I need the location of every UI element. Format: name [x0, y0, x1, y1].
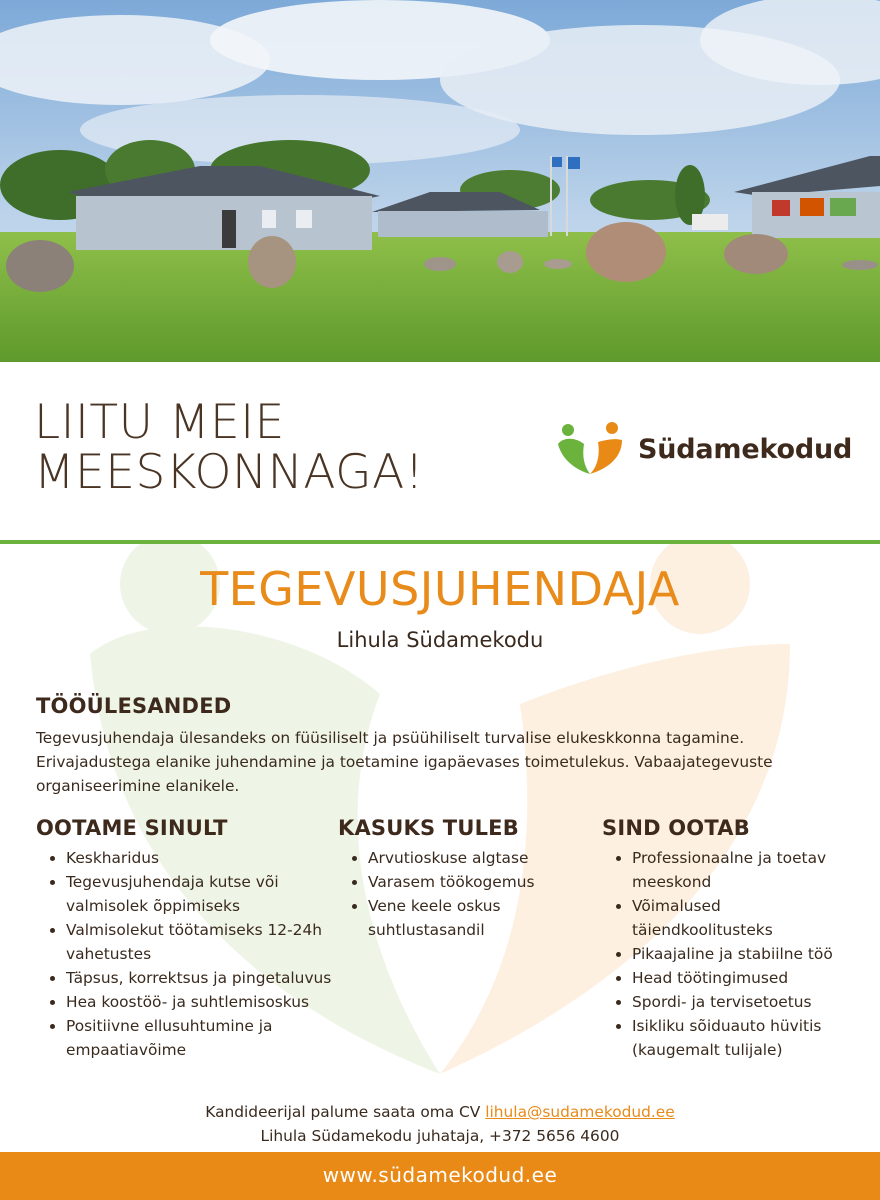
- job-location: Lihula Südamekodu: [336, 628, 544, 652]
- contact-line-1: [0, 1100, 880, 1124]
- list-item: • Valmisolekut töötamiseks 12-24h vahetustes: [66, 918, 336, 966]
- logo-text: Südamekodud: [638, 434, 853, 465]
- list-item: • Võimalused täiendkoolitusteks: [632, 894, 862, 942]
- list-item: • Keskharidus: [66, 846, 336, 870]
- website-bar: [0, 1152, 880, 1200]
- hero-photo: [0, 0, 880, 362]
- headline-line-1: LIITU MEIE: [34, 395, 285, 450]
- advantages-heading: KASUKS TULEB: [338, 816, 519, 840]
- tasks-heading: TÖÖÜLESANDED: [36, 694, 232, 718]
- tasks-section: [36, 694, 846, 798]
- advantages-column: [338, 816, 588, 942]
- list-item: • Varasem töökogemus: [368, 870, 588, 894]
- benefits-list: [602, 846, 862, 1062]
- email-link[interactable]: lihula@sudamekodud.ee: [485, 1103, 675, 1121]
- list-item: • Professionaalne ja toetav meeskond: [632, 846, 862, 894]
- list-item: • Head töötingimused: [632, 966, 862, 990]
- advantages-list: [338, 846, 588, 942]
- list-item: • Tegevusjuhendaja kutse või valmisolek õppimiseks: [66, 870, 336, 918]
- requirements-column: [36, 816, 336, 1062]
- website-link[interactable]: www.südamekodud.ee: [322, 1163, 558, 1187]
- list-item: • Arvutioskuse algtase: [368, 846, 588, 870]
- contact-info: [0, 1100, 880, 1148]
- tasks-text: Tegevusjuhendaja ülesandeks on füüsiliselt ja psüühiliselt turvalise elukeskkonna tagamine. Erivajadustega elanike juhendamine ja toetamine igapäevases toimetulekus. Vabaajategevuste organiseerimine elanikele.: [36, 729, 773, 795]
- list-item: • Positiivne ellusuhtumine ja empaatiavõime: [66, 1014, 336, 1062]
- job-title: TEGEVUSJUHENDAJA: [200, 562, 680, 616]
- requirements-heading: OOTAME SINULT: [36, 816, 228, 840]
- headline-line-2: MEESKONNAGA!: [34, 445, 425, 500]
- contact-line-2: Lihula Südamekodu juhataja, +372 5656 4600: [260, 1127, 620, 1145]
- contact-prefix: Kandideerijal palume saata oma CV: [205, 1103, 481, 1121]
- logo: [554, 420, 854, 480]
- list-item: • Spordi- ja tervisetoetus: [632, 990, 862, 1014]
- benefits-column: [602, 816, 862, 1062]
- list-item: • Vene keele oskus suhtlustasandil: [368, 894, 588, 942]
- requirements-list: [36, 846, 336, 1062]
- list-item: • Isikliku sõiduauto hüvitis (kaugemalt tulijale): [632, 1014, 862, 1062]
- list-item: • Täpsus, korrektsus ja pingetaluvus: [66, 966, 336, 990]
- benefits-heading: SIND OOTAB: [602, 816, 750, 840]
- headline: [34, 395, 425, 500]
- heart-people-icon: [554, 420, 626, 480]
- list-item: • Pikaajaline ja stabiilne töö: [632, 942, 862, 966]
- list-item: • Hea koostöö- ja suhtlemisoskus: [66, 990, 336, 1014]
